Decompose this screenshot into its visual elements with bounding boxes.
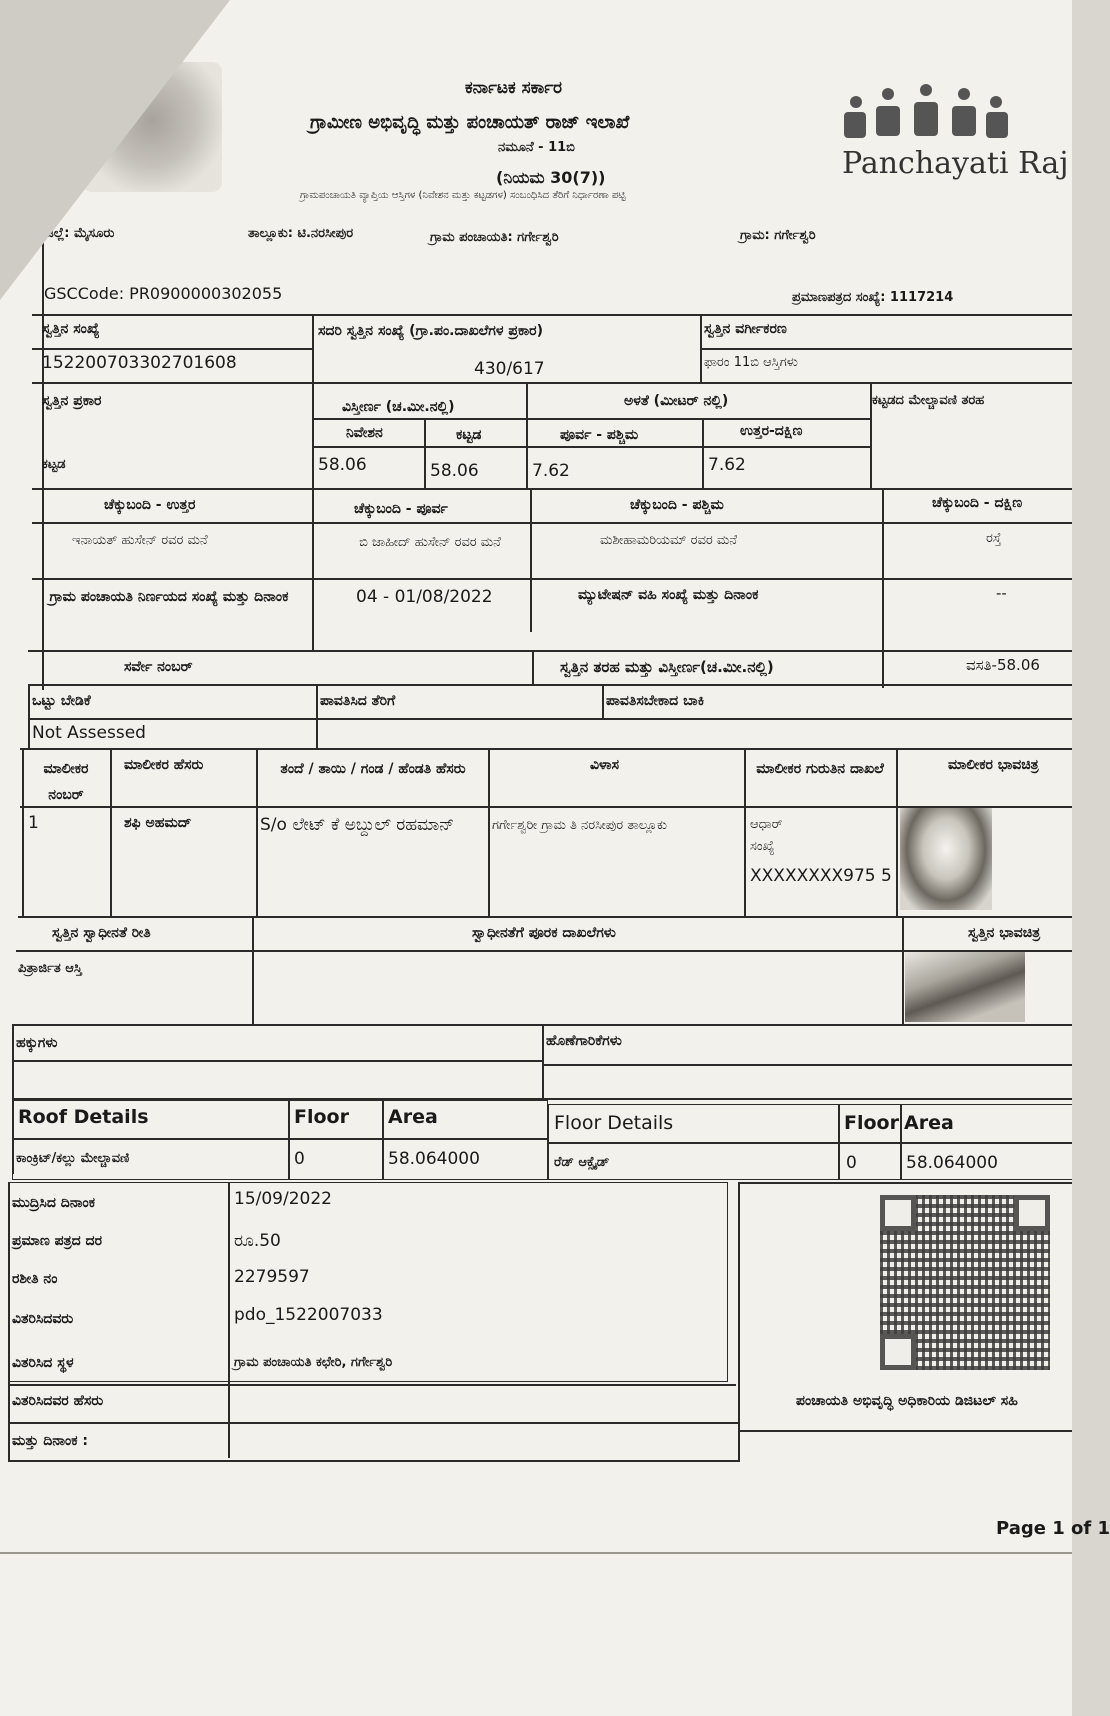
issuer-label: ವಿತರಿಸಿದವರು bbox=[12, 1311, 74, 1327]
ownership-docs-label: ಸ್ವಾಧೀನತೆಗೆ ಪೂರಕ ದಾಖಲೆಗಳು bbox=[472, 925, 616, 941]
page-number: Page 1 of 1 bbox=[996, 1518, 1110, 1539]
mutation-label: ಮ್ಯುಟೇಷನ್ ವಹಿ ಸಂಖ್ಯೆ ಮತ್ತು ದಿನಾಂಕ bbox=[578, 587, 759, 603]
roof-area-label: Area bbox=[388, 1106, 438, 1128]
floor-details-label: Floor Details bbox=[554, 1112, 674, 1134]
type-area-label: ಸ್ವತ್ತಿನ ತರಹ ಮತ್ತು ವಿಸ್ತೀರ್ಣ(ಚ.ಮೀ.ನಲ್ಲಿ) bbox=[560, 658, 774, 676]
south-boundary: ರಸ್ತೆ bbox=[986, 531, 1002, 546]
north-south-value: 7.62 bbox=[708, 455, 746, 475]
register-number-label: ಸದರಿ ಸ್ವತ್ತಿನ ಸಂಖ್ಯೆ (ಗ್ರಾ.ಪಂ.ದಾಖಲೆಗಳ ಪ್ರಕಾರ) bbox=[318, 323, 543, 339]
relation-name-label: ತಂದೆ / ತಾಯಿ / ಗಂಡ / ಹೆಂಡತಿ ಹೆಸರು bbox=[280, 761, 466, 777]
issuer-id: pdo_1522007033 bbox=[234, 1305, 383, 1325]
floor-floor-label: Floor bbox=[844, 1112, 899, 1134]
village: ಗ್ರಾಮ: ಗರ್ಗೇಶ್ವರಿ bbox=[740, 228, 816, 243]
classification-value: ಫಾರಂ 11ಬಿ ಆಸ್ತಿಗಳು bbox=[704, 355, 798, 370]
issue-place-label: ವಿತರಿಸಿದ ಸ್ಥಳ bbox=[12, 1355, 74, 1371]
ownership-mode: ಪಿತ್ರಾರ್ಜಿತ ಆಸ್ತಿ bbox=[18, 961, 82, 976]
floor-type: ರೆಡ್ ಆಕ್ಸೈಡ್ bbox=[554, 1155, 610, 1170]
owner-photo-label: ಮಾಲೀಕರ ಭಾವಚಿತ್ರ bbox=[948, 757, 1039, 773]
survey-label: ಸರ್ವೇ ನಂಬರ್ bbox=[124, 659, 193, 675]
rule-number: (ನಿಯಮ 30(7)) bbox=[496, 168, 606, 187]
resolution-label: ಗ್ರಾಮ ಪಂಚಾಯತಿ ನಿರ್ಣಯದ ಸಂಖ್ಯೆ ಮತ್ತು ದಿನಾಂಕ bbox=[49, 589, 289, 605]
area-label: ವಿಸ್ತೀರ್ಣ (ಚ.ಮೀ.ನಲ್ಲಿ) bbox=[342, 399, 455, 415]
district: ಜಿಲ್ಲೆ: ಮೈಸೂರು bbox=[45, 226, 115, 241]
property-id: 152200703302701608 bbox=[42, 353, 237, 373]
roof-floor: 0 bbox=[294, 1149, 305, 1169]
relation-name: S/o ಲೇಟ್ ಕೆ ಅಬ್ದುಲ್ ರಹಮಾನ್ bbox=[260, 815, 455, 835]
owner-name: ಶಫಿ ಅಹಮದ್ bbox=[124, 815, 192, 831]
floor-area-label: Area bbox=[904, 1112, 954, 1134]
site-label: ನಿವೇಶನ bbox=[346, 425, 383, 441]
east-boundary-label: ಚೆಕ್ಕುಬಂದಿ - ಪೂರ್ವ bbox=[354, 501, 448, 517]
digital-signature-label: ಪಂಚಾಯತಿ ಅಭಿವೃದ್ಧಿ ಅಧಿಕಾರಿಯ ಡಿಜಿಟಲ್ ಸಹಿ bbox=[796, 1393, 1018, 1409]
taluk: ತಾಲ್ಲೂಕು: ಟಿ.ನರಸೀಪುರ bbox=[248, 226, 354, 241]
west-boundary-label: ಚೆಕ್ಕುಬಂದಿ - ಪಶ್ಚಿಮ bbox=[630, 497, 724, 513]
type-area-value: ವಸತಿ-58.06 bbox=[966, 656, 1040, 674]
resolution-value: 04 - 01/08/2022 bbox=[356, 587, 493, 607]
department-title: ಗ್ರಾಮೀಣ ಅಭಿವೃದ್ಧಿ ಮತ್ತು ಪಂಚಾಯತ್ ರಾಜ್ ಇಲಾಖೆ bbox=[310, 112, 630, 133]
roof-area: 58.064000 bbox=[388, 1149, 480, 1169]
property-photo bbox=[905, 952, 1025, 1022]
certificate-number: ಪ್ರಮಾಣಪತ್ರದ ಸಂಖ್ಯೆ: 1117214 bbox=[792, 290, 954, 305]
west-boundary: ಮಶೀಹಾಮರಿಯಮ್ ರವರ ಮನೆ bbox=[600, 533, 738, 548]
gram-panchayat: ಗ್ರಾಮ ಪಂಚಾಯತಿ: ಗರ್ಗೇಶ್ವರಿ bbox=[430, 230, 559, 245]
total-demand: Not Assessed bbox=[32, 723, 146, 743]
roof-floor-label: Floor bbox=[294, 1106, 349, 1128]
classification-label: ಸ್ವತ್ತಿನ ವರ್ಗೀಕರಣ bbox=[704, 321, 787, 337]
folded-corner bbox=[0, 0, 230, 300]
ownership-mode-label: ಸ್ವತ್ತಿನ ಸ್ವಾಧೀನತೆ ರೀತಿ bbox=[52, 925, 151, 941]
building-label: ಕಟ್ಟಡ bbox=[456, 427, 482, 443]
tax-due-label: ಪಾವತಿಸಬೇಕಾದ ಬಾಕಿ bbox=[606, 693, 705, 709]
east-west-label: ಪೂರ್ವ - ಪಶ್ಚಿಮ bbox=[560, 427, 639, 443]
fee-label: ಪ್ರಮಾಣ ಪತ್ರದ ದರ bbox=[12, 1233, 102, 1249]
qr-code-icon bbox=[880, 1195, 1050, 1370]
gsc-code: GSCCode: PR0900000302055 bbox=[44, 284, 283, 303]
issue-place: ಗ್ರಾಮ ಪಂಚಾಯತಿ ಕಛೇರಿ, ಗರ್ಗೇಶ್ವರಿ bbox=[234, 1355, 393, 1370]
receipt-number: 2279597 bbox=[234, 1267, 310, 1287]
east-west-value: 7.62 bbox=[532, 461, 570, 481]
roof-type-label: ಕಟ್ಟಡದ ಮೇಲ್ಚಾವಣಿ ತರಹ bbox=[872, 393, 985, 408]
floor-floor: 0 bbox=[846, 1153, 857, 1173]
mutation-value: -- bbox=[996, 584, 1007, 602]
receipt-label: ರಶೀತಿ ನಂ bbox=[12, 1271, 58, 1287]
fee-value: ರೂ.50 bbox=[234, 1231, 281, 1251]
owner-id-type: ಆಧಾರ್ ಸಂಖ್ಯೆ bbox=[750, 817, 783, 854]
liabilities-label: ಹೊಣೆಗಾರಿಕೆಗಳು bbox=[546, 1033, 622, 1049]
owner-address: ಗರ್ಗೇಶ್ವರೀ ಗ್ರಾಮ ತಿ ನರಸೀಪುರ ತಾಲ್ಲೂಕು bbox=[492, 818, 668, 833]
owner-id-number: XXXXXXXX975 5 bbox=[750, 866, 892, 886]
property-id-label: ಸ್ವತ್ತಿನ ಸಂಖ್ಯೆ bbox=[42, 321, 100, 337]
floor-area: 58.064000 bbox=[906, 1153, 998, 1173]
form-number: ನಮೂನೆ - 11ಬಿ bbox=[498, 140, 575, 155]
owner-id-label: ಮಾಲೀಕರ ಗುರುತಿನ ದಾಖಲೆ bbox=[756, 761, 884, 777]
north-boundary: ಇನಾಯತ್ ಹುಸೇನ್ ರವರ ಮನೆ bbox=[72, 533, 208, 548]
owner-name-label: ಮಾಲೀಕರ ಹೆಸರು bbox=[124, 757, 204, 773]
govt-title: ಕರ್ನಾಟಕ ಸರ್ಕಾರ bbox=[465, 78, 563, 98]
issuer-name-label: ವಿತರಿಸಿದವರ ಹೆಸರು bbox=[12, 1393, 104, 1409]
roof-type: ಕಾಂಕ್ರಿಟ್/ಕಲ್ಲು ಮೇಲ್ಚಾವಣಿ bbox=[16, 1151, 130, 1166]
north-south-label: ಉತ್ತರ-ದಕ್ಷಿಣ bbox=[740, 423, 803, 439]
site-area: 58.06 bbox=[318, 455, 367, 475]
printed-date: 15/09/2022 bbox=[234, 1189, 332, 1209]
issue-date-label: ಮತ್ತು ದಿನಾಂಕ : bbox=[12, 1433, 88, 1449]
address-label: ವಿಳಾಸ bbox=[590, 757, 620, 773]
south-boundary-label: ಚೆಕ್ಕುಬಂದಿ - ದಕ್ಷಿಣ bbox=[932, 495, 1023, 511]
north-boundary-label: ಚೆಕ್ಕುಬಂದಿ - ಉತ್ತರ bbox=[104, 497, 196, 513]
brand-text: Panchayati Raj bbox=[842, 146, 1069, 181]
dimensions-label: ಅಳತೆ (ಮೀಟರ್ ನಲ್ಲಿ) bbox=[624, 393, 729, 409]
owner-number-label: ಮಾಲೀಕರ ನಂಬರ್ bbox=[43, 761, 89, 803]
property-photo-label: ಸ್ವತ್ತಿನ ಭಾವಚಿತ್ರ bbox=[968, 925, 1041, 941]
rights-label: ಹಕ್ಕುಗಳು bbox=[16, 1035, 58, 1051]
total-demand-label: ಒಟ್ಟು ಬೇಡಿಕೆ bbox=[32, 693, 91, 709]
owner-photo bbox=[900, 808, 992, 910]
building-area: 58.06 bbox=[430, 461, 479, 481]
register-number: 430/617 bbox=[474, 359, 545, 379]
property-type: ಕಟ್ಟಡ bbox=[42, 457, 66, 472]
tax-paid-label: ಪಾವತಿಸಿದ ತೆರಿಗೆ bbox=[320, 693, 396, 709]
printed-date-label: ಮುದ್ರಿಸಿದ ದಿನಾಂಕ bbox=[12, 1195, 96, 1211]
east-boundary: ಬಿ ಜಾಹೀದ್ ಹುಸೇನ್ ರವರ ಮನೆ bbox=[359, 535, 501, 550]
property-type-label: ಸ್ವತ್ತಿನ ಪ್ರಕಾರ bbox=[42, 393, 102, 409]
form-subtitle: ಗ್ರಾಮಪಂಚಾಯತಿ ವ್ಯಾಪ್ತಿಯ ಆಸ್ತಿಗಳ (ನಿವೇಶನ ಮತ್ತು ಕಟ್ಟಡಗಳ) ಸಂಬಂಧಿಸಿದ ತೆರಿಗೆ ನಿರ್ಧಾರಣಾ ಪಟ್ಟಿ bbox=[300, 190, 626, 201]
roof-details-label: Roof Details bbox=[18, 1106, 149, 1128]
owner-number: 1 bbox=[28, 813, 39, 833]
